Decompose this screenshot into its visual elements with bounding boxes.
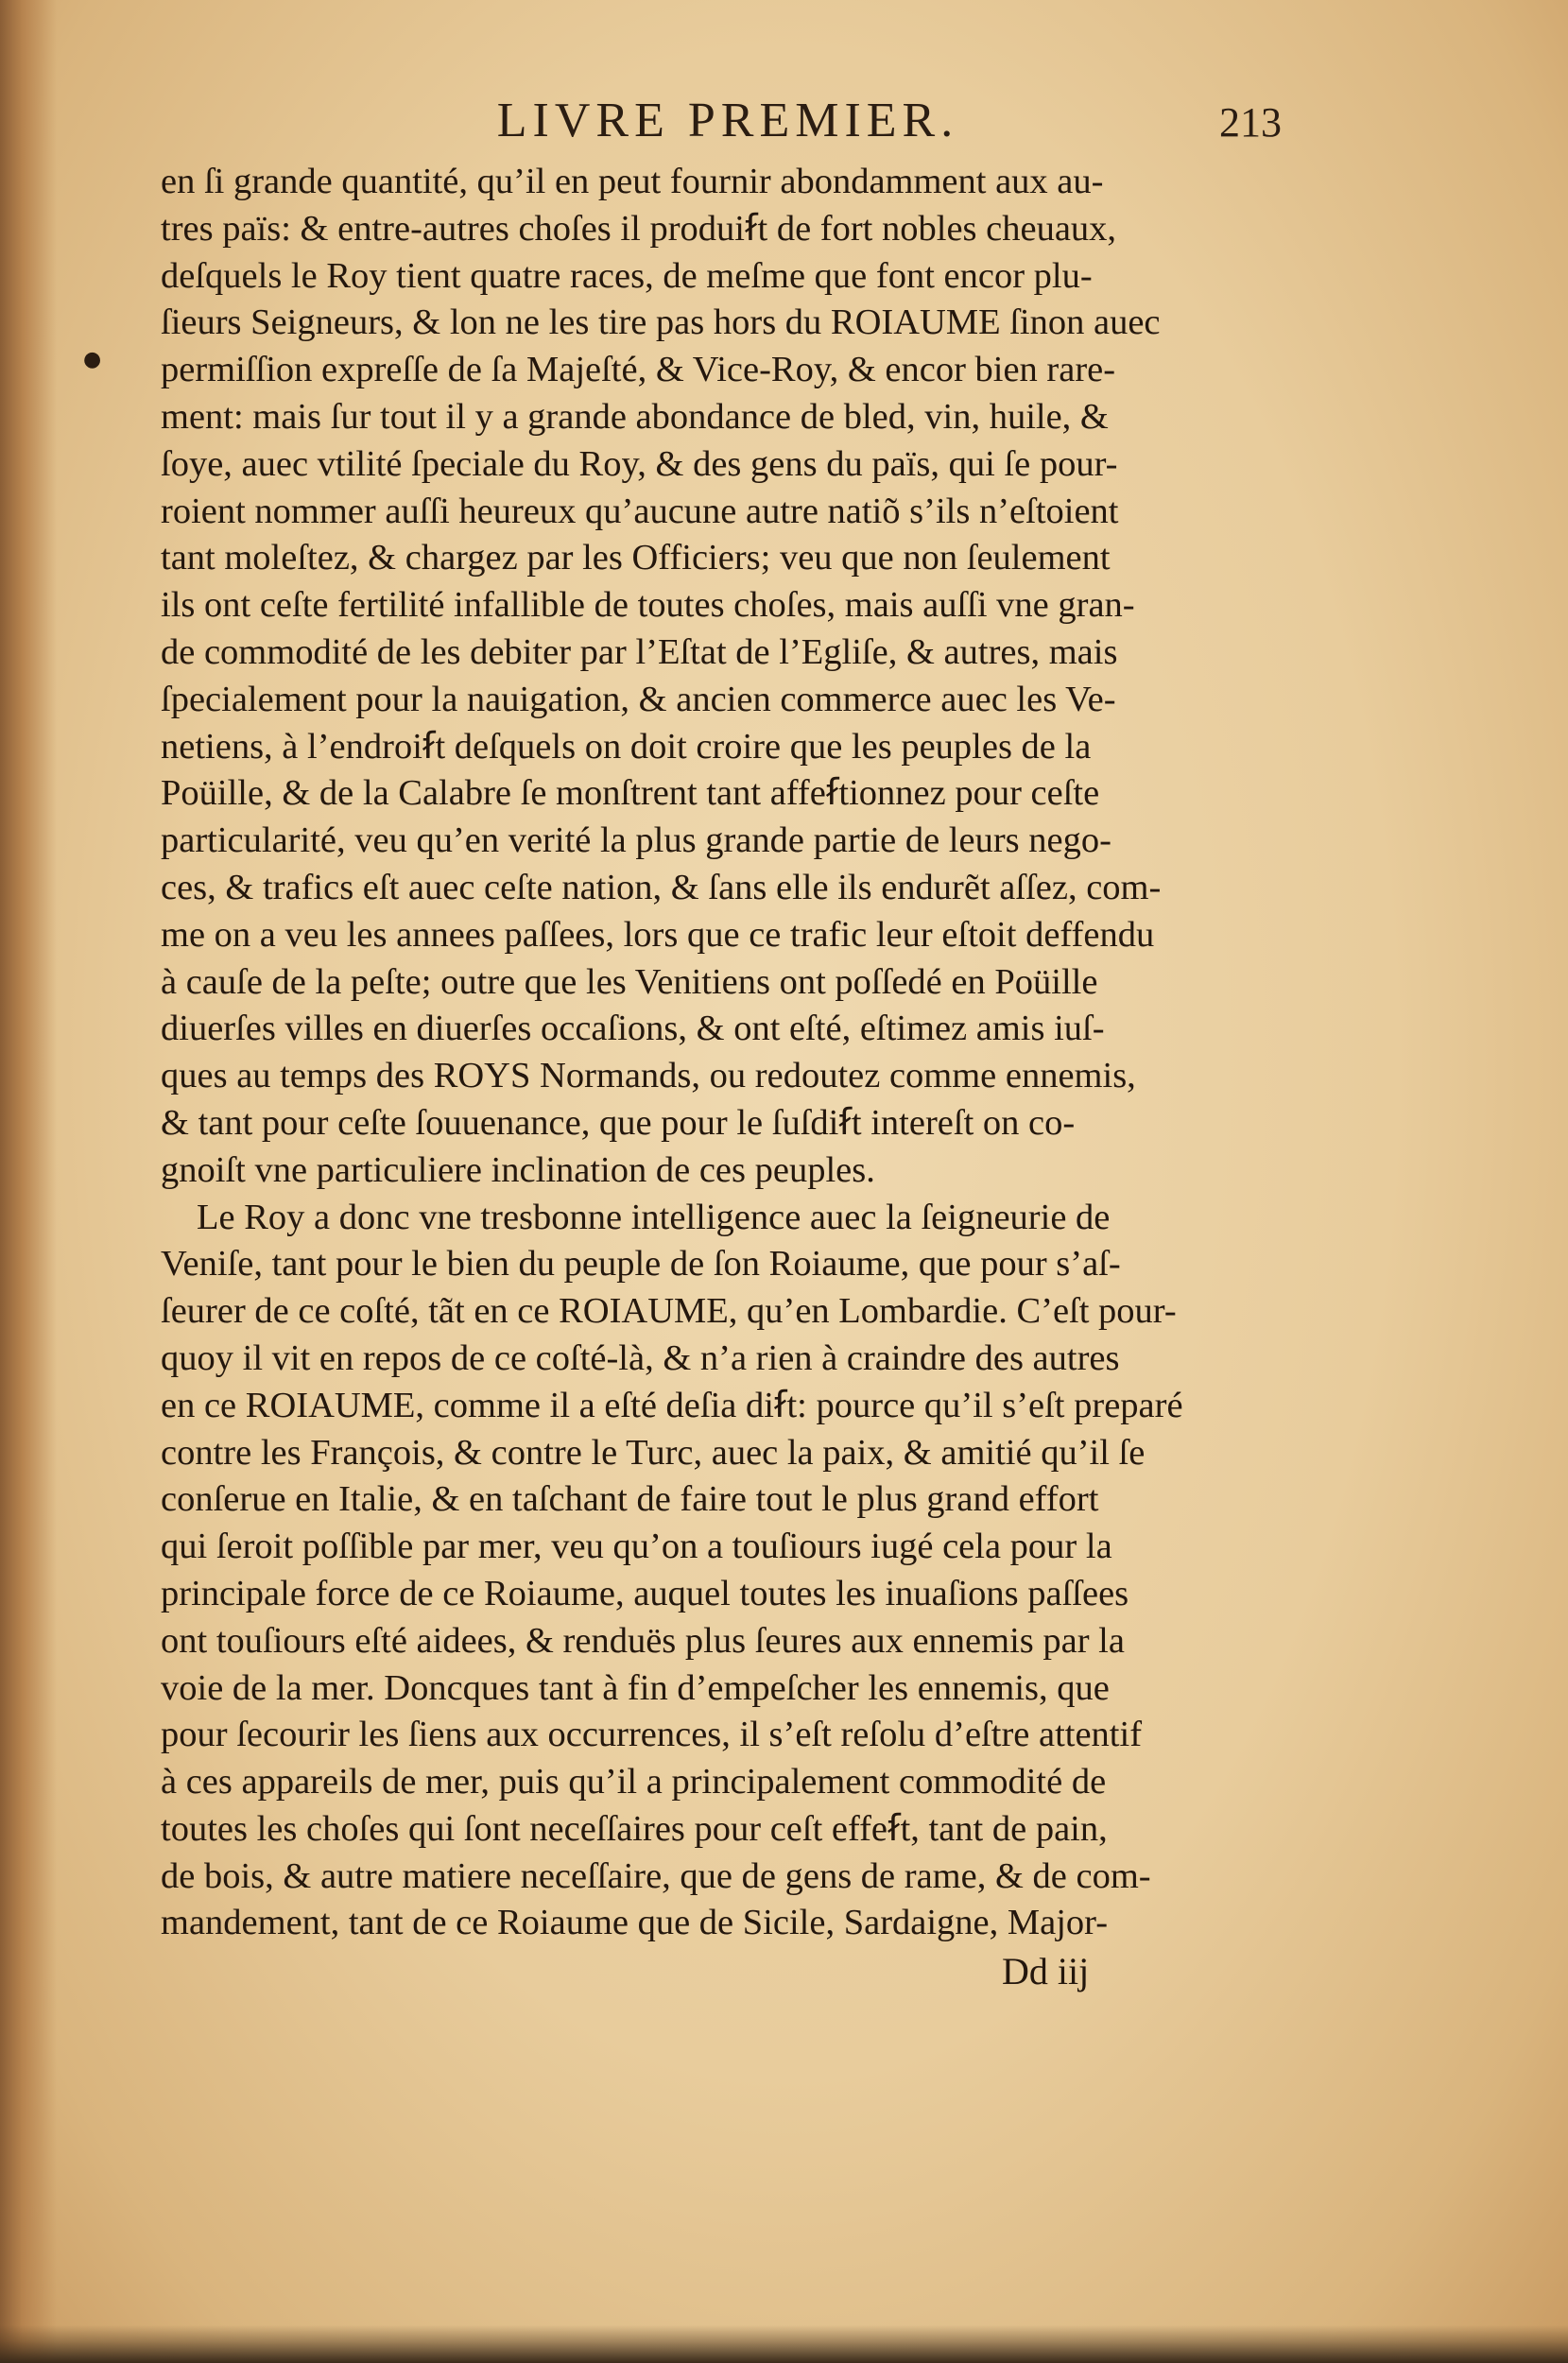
text-line: ques au temps des ROYS Normands, ou redoutez comme ennemis, xyxy=(161,1056,1136,1096)
page-header xyxy=(0,93,1568,159)
text-line: qui ſeroit poſſible par mer, veu qu’on a touſiours iugé cela pour la xyxy=(161,1526,1112,1567)
text-line: deſquels le Roy tient quatre races, de meſme que font encor plu- xyxy=(161,255,1093,296)
text-line: tres païs: & entre-autres choſes il produiẜt de fort nobles cheuaux, xyxy=(161,208,1117,249)
page-bottom-shadow xyxy=(0,2325,1568,2363)
text-line: diuerſes villes en diuerſes occaſions, & ont eſté, eſtimez amis iuſ- xyxy=(161,1009,1105,1049)
text-line: toutes les choſes qui ſont neceſſaires pour ceſt effeẜt, tant de pain, xyxy=(161,1808,1108,1849)
text-line: à ces appareils de mer, puis qu’il a principalement commodité de xyxy=(161,1762,1107,1802)
page-number: 213 xyxy=(1219,99,1282,146)
text-line: & tant pour ceſte ſouuenance, que pour le ſuſdiẜt intereſt on co- xyxy=(161,1102,1076,1143)
text-line: ſpecialement pour la nauigation, & ancien commerce auec les Ve- xyxy=(161,679,1116,719)
text-line: quoy il vit en repos de ce coſté-là, & n’a rien à craindre des autres xyxy=(161,1337,1120,1378)
text-line: Veniſe, tant pour le bien du peuple de ſon Roiaume, que pour s’aſ- xyxy=(161,1244,1121,1285)
text-line: conſerue en Italie, & en taſchant de faire tout le plus grand effort xyxy=(161,1479,1099,1520)
text-line: pour ſecourir les ſiens aux occurrences, il s’eſt reſolu d’eſtre attentif xyxy=(161,1715,1143,1755)
page-gutter-shadow xyxy=(0,0,57,2363)
text-line: permiſſion expreſſe de ſa Majeſté, & Vice-Roy, & encor bien rare- xyxy=(161,350,1116,390)
text-line: gnoiſt vne particuliere inclination de ces peuples. xyxy=(161,1149,875,1190)
text-line: contre les François, & contre le Turc, auec la paix, & amitié qu’il ſe xyxy=(161,1432,1146,1473)
text-line: Poüille, & de la Calabre ſe monſtrent tant affeẜtionnez pour ceſte xyxy=(161,773,1100,814)
text-line: ils ont ceſte fertilité infallible de toutes choſes, mais auſſi vne gran- xyxy=(161,585,1135,626)
text-line: ſoye, auec vtilité ſpeciale du Roy, & des gens du païs, qui ſe pour- xyxy=(161,443,1118,484)
text-line: de bois, & autre matiere neceſſaire, que de gens de rame, & de com- xyxy=(161,1855,1151,1896)
text-line: me on a veu les annees paſſees, lors que ce trafic leur eſtoit deffendu xyxy=(161,914,1155,955)
text-line: mandement, tant de ce Roiaume que de Sicile, Sardaigne, Major- xyxy=(161,1903,1109,1943)
text-line: à cauſe de la peſte; outre que les Venitiens ont poſſedé en Poüille xyxy=(161,961,1098,1002)
text-line: roient nommer auſſi heureux qu’aucune autre natiõ s’ils n’eſtoient xyxy=(161,491,1119,531)
text-line: de commodité de les debiter par l’Eſtat de l’Egliſe, & autres, mais xyxy=(161,631,1118,672)
text-line: ces, & trafics eſt auec ceſte nation, & ſans elle ils endurẽt aſſez, com- xyxy=(161,867,1162,907)
text-line: voie de la mer. Doncques tant à fin d’empeſcher les ennemis, que xyxy=(161,1667,1110,1708)
text-line: en ce ROIAUME, comme il a eſté deſia diẜt: pource qu’il s’eſt preparé xyxy=(161,1385,1183,1425)
running-title: LIVRE PREMIER. xyxy=(496,94,959,147)
text-line: en ſi grande quantité, qu’il en peut fournir abondamment aux au- xyxy=(161,162,1104,201)
text-line: ſeurer de ce coſté, tãt en ce ROIAUME, qu’en Lombardie. C’eſt pour- xyxy=(161,1291,1177,1332)
text-line: netiens, à l’endroiẜt deſquels on doit croire que les peuples de la xyxy=(161,726,1092,767)
text-line: ment: mais ſur tout il y a grande abondance de bled, vin, huile, & xyxy=(161,396,1109,437)
signature-mark: Dd iij xyxy=(1002,1950,1090,1992)
text-line: ont touſiours eſté aidees, & renduës plus ſeures aux ennemis par la xyxy=(161,1620,1125,1661)
margin-dot-mark: ● xyxy=(83,348,102,371)
text-line: principale force de ce Roiaume, auquel toutes les inuaſions paſſees xyxy=(161,1573,1129,1613)
text-line: particularité, veu qu’en verité la plus grande partie de leurs nego- xyxy=(161,820,1111,861)
body-text xyxy=(161,159,1329,1947)
text-line: ſieurs Seigneurs, & lon ne les tire pas hors du ROIAUME ſinon auec xyxy=(161,302,1161,343)
paragraph-start-line: Le Roy a donc vne tresbonne intelligence auec la ſeigneurie de xyxy=(197,1197,1111,1237)
text-line: tant moleſtez, & chargez par les Officiers; veu que non ſeulement xyxy=(161,538,1111,578)
